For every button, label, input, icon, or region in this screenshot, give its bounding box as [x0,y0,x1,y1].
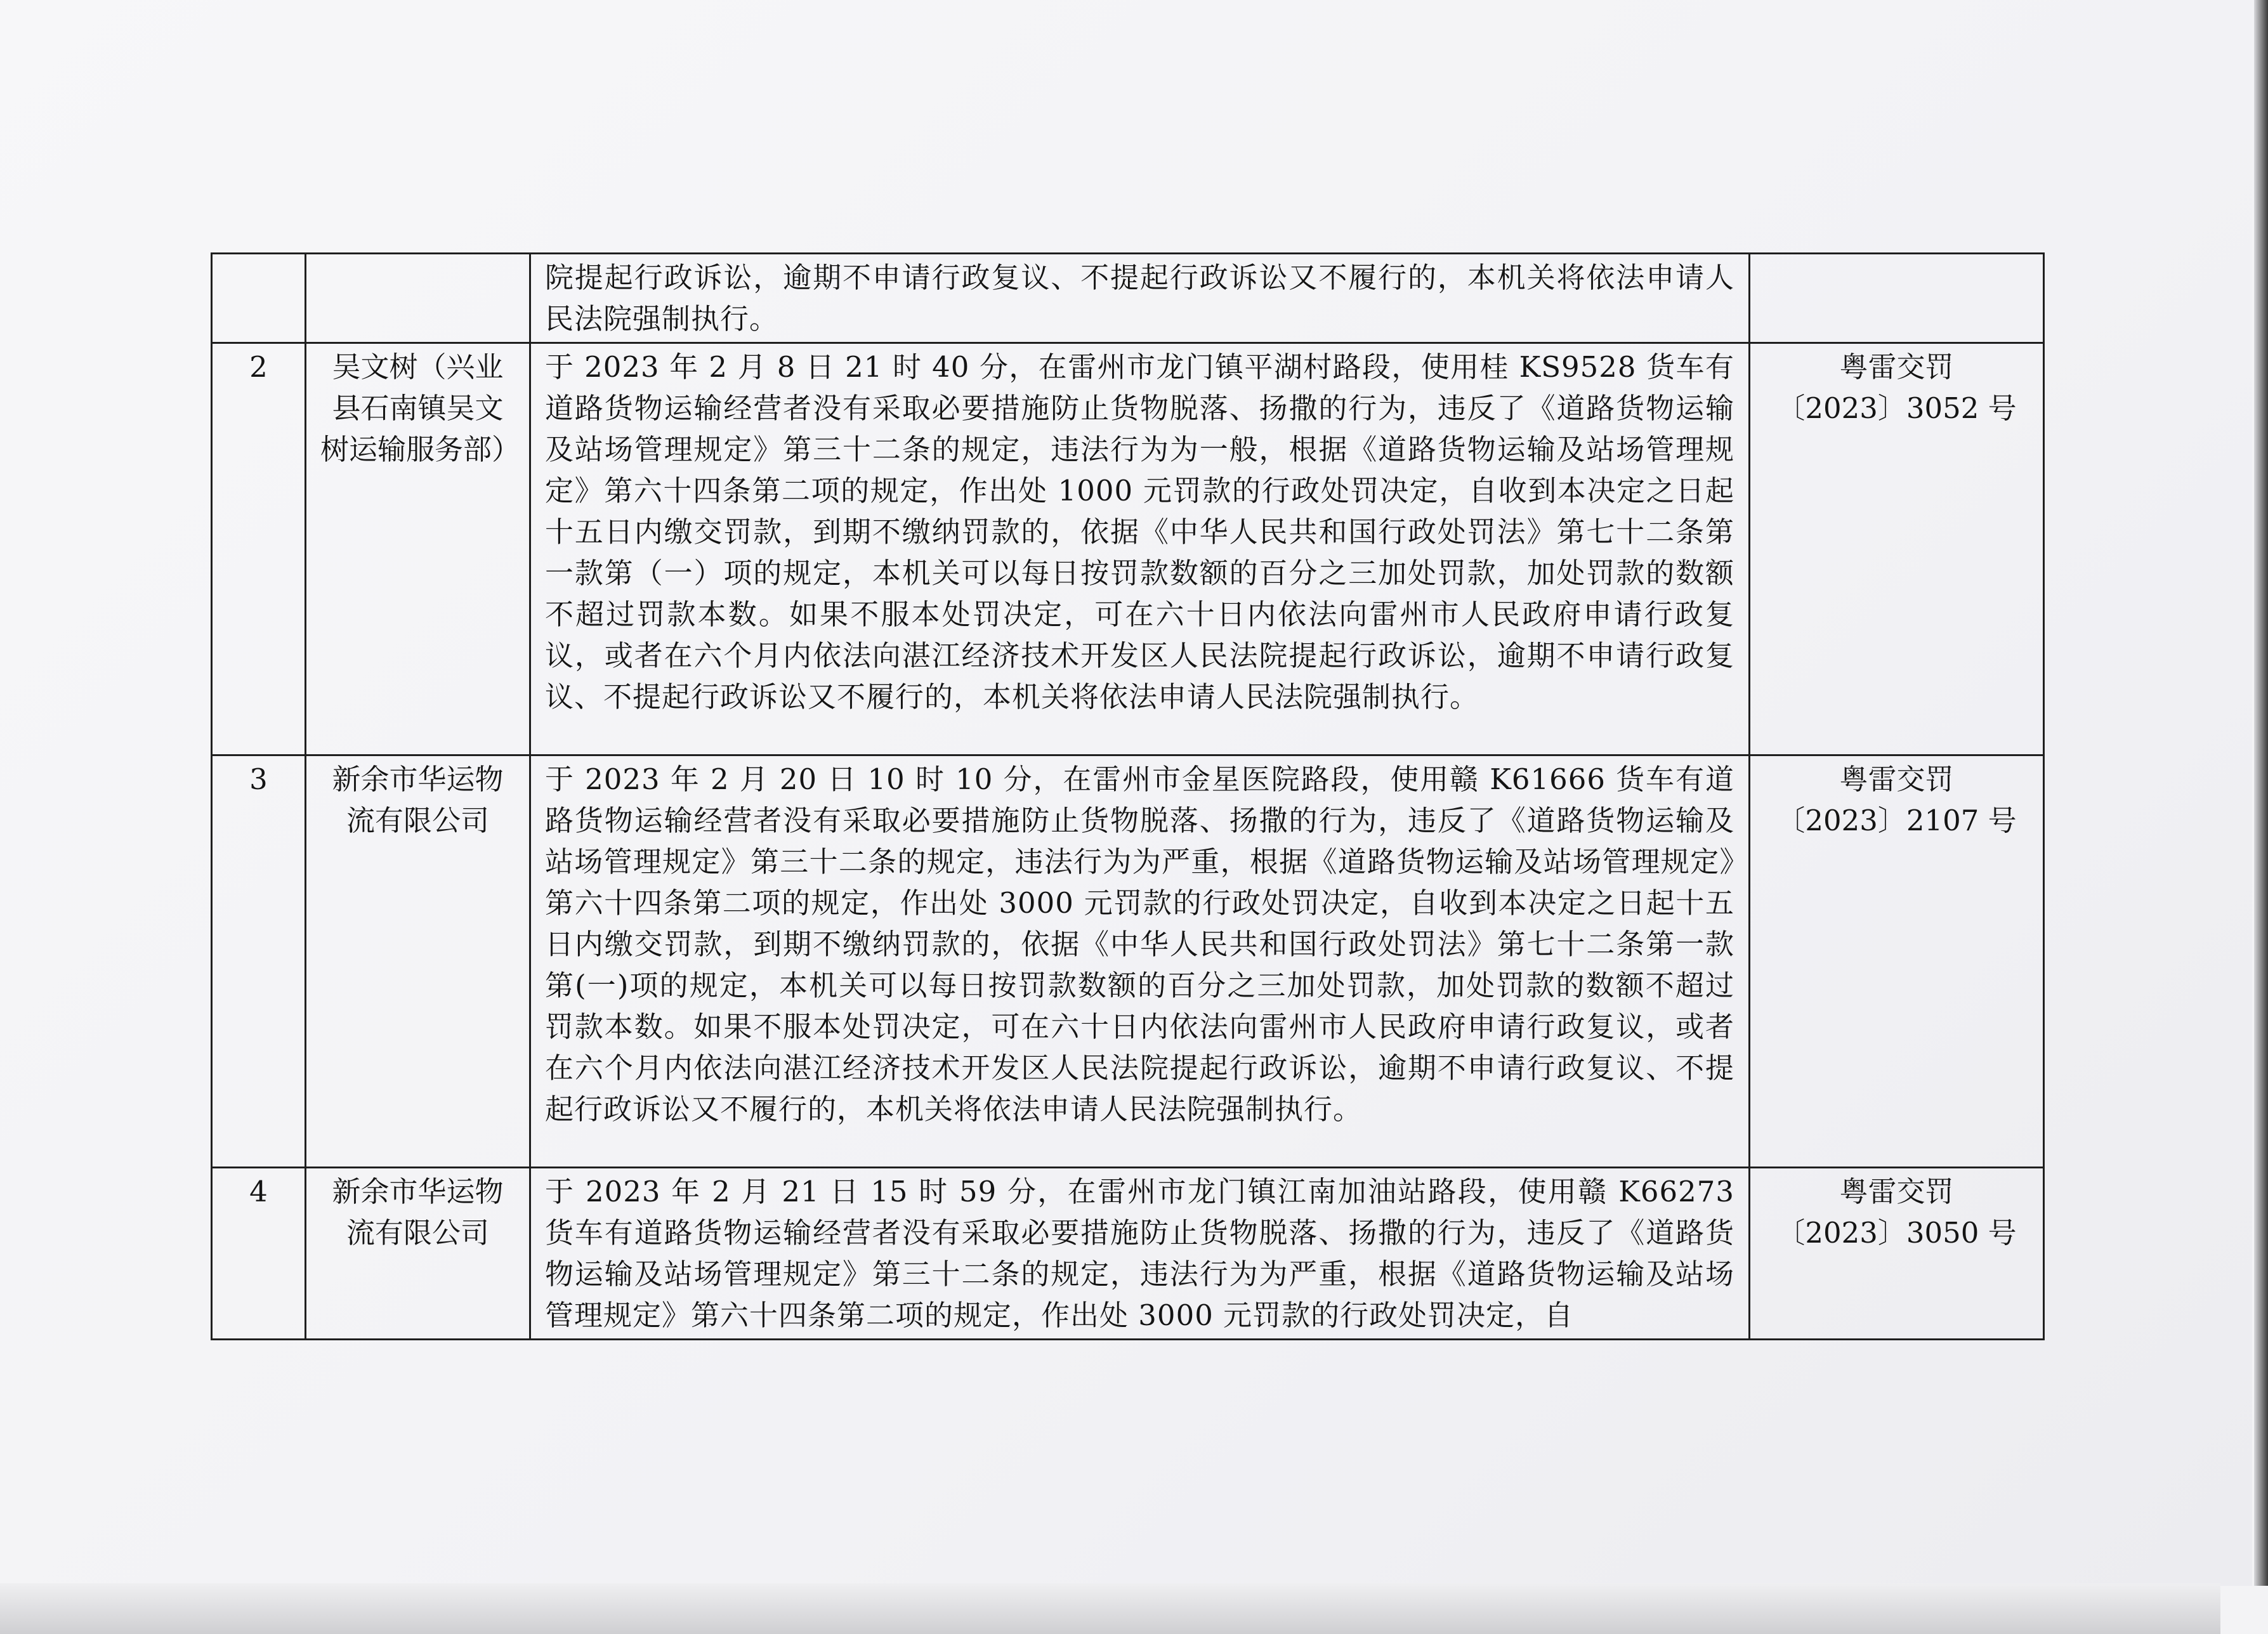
row-number: 2 [212,343,306,755]
scan-bottom-shadow [0,1583,2220,1634]
party-name [306,254,530,343]
scan-right-edge-shadow [2254,0,2268,1586]
penalty-table [211,252,2045,1340]
table-row [212,254,2044,343]
row-number: 3 [212,755,306,1168]
penalty-content: 于 2023 年 2 月 8 日 21 时 40 分，在雷州市龙门镇平湖村路段，使用桂 KS9528 货车有道路货物运输经营者没有采取必要措施防止货物脱落、扬撒的行为，违反了《道路货物运输及站场管理规定》第三十二条的规定，违法行为为一般，根据《道路货物运输及站场管理规定》第六十四条第二项的规定，作出处 1000 元罚款的行政处罚决定，自收到本决定之日起十五日内缴交罚款，到期不缴纳罚款的，依据《中华人民共和国行政处罚法》第七十二条第一款第（一）项的规定，本机关可以每日按罚款数额的百分之三加处罚款，加处罚款的数额不超过罚款本数。如果不服本处罚决定，可在六十日内依法向雷州市人民政府申请行政复议，或者在六个月内依法向湛江经济技术开发区人民法院提起行政诉讼，逾期不申请行政复议、不提起行政诉讼又不履行的，本机关将依法申请人民法院强制执行。 [530,343,1750,755]
document-number-prefix: 粤雷交罚 [1839,762,1954,796]
party-name: 新余市华运物流有限公司 [306,1168,530,1340]
penalty-content: 于 2023 年 2 月 20 日 10 时 10 分，在雷州市金星医院路段，使用赣 K61666 货车有道路货物运输经营者没有采取必要措施防止货物脱落、扬撒的行为，违反了《道路货物运输及站场管理规定》第三十二条的规定，违法行为为严重，根据《道路货物运输及站场管理规定》第六十四条第二项的规定，作出处 3000 元罚款的行政处罚决定，自收到本决定之日起十五日内缴交罚款，到期不缴纳罚款的，依据《中华人民共和国行政处罚法》第七十二条第一款第(一)项的规定，本机关可以每日按罚款数额的百分之三加处罚款，加处罚款的数额不超过罚款本数。如果不服本处罚决定，可在六十日内依法向雷州市人民政府申请行政复议，或者在六个月内依法向湛江经济技术开发区人民法院提起行政诉讼，逾期不申请行政复议、不提起行政诉讼又不履行的，本机关将依法申请人民法院强制执行。 [530,755,1750,1168]
document-number [1750,755,2044,1168]
table-row [212,1168,2044,1340]
party-name: 吴文树（兴业县石南镇吴文树运输服务部） [306,343,530,755]
document-number [1750,254,2044,343]
document-number-code: 〔2023〕3050 号 [1776,1216,2017,1250]
party-name: 新余市华运物流有限公司 [306,755,530,1168]
document-number-code: 〔2023〕3052 号 [1776,391,2017,425]
table-row [212,755,2044,1168]
table-row [212,343,2044,755]
document-number [1750,343,2044,755]
penalty-content: 于 2023 年 2 月 21 日 15 时 59 分，在雷州市龙门镇江南加油站路段，使用赣 K66273 货车有道路货物运输经营者没有采取必要措施防止货物脱落、扬撒的行为，违反了《道路货物运输及站场管理规定》第三十二条的规定，违法行为为严重，根据《道路货物运输及站场管理规定》第六十四条第二项的规定，作出处 3000 元罚款的行政处罚决定，自 [530,1168,1750,1340]
document-number-prefix: 粤雷交罚 [1839,1175,1954,1208]
document-number-code: 〔2023〕2107 号 [1776,804,2017,837]
penalty-content: 院提起行政诉讼，逾期不申请行政复议、不提起行政诉讼又不履行的，本机关将依法申请人民法院强制执行。 [530,254,1750,343]
document-number-prefix: 粤雷交罚 [1839,350,1954,384]
row-number [212,254,306,343]
row-number: 4 [212,1168,306,1340]
document-number [1750,1168,2044,1340]
